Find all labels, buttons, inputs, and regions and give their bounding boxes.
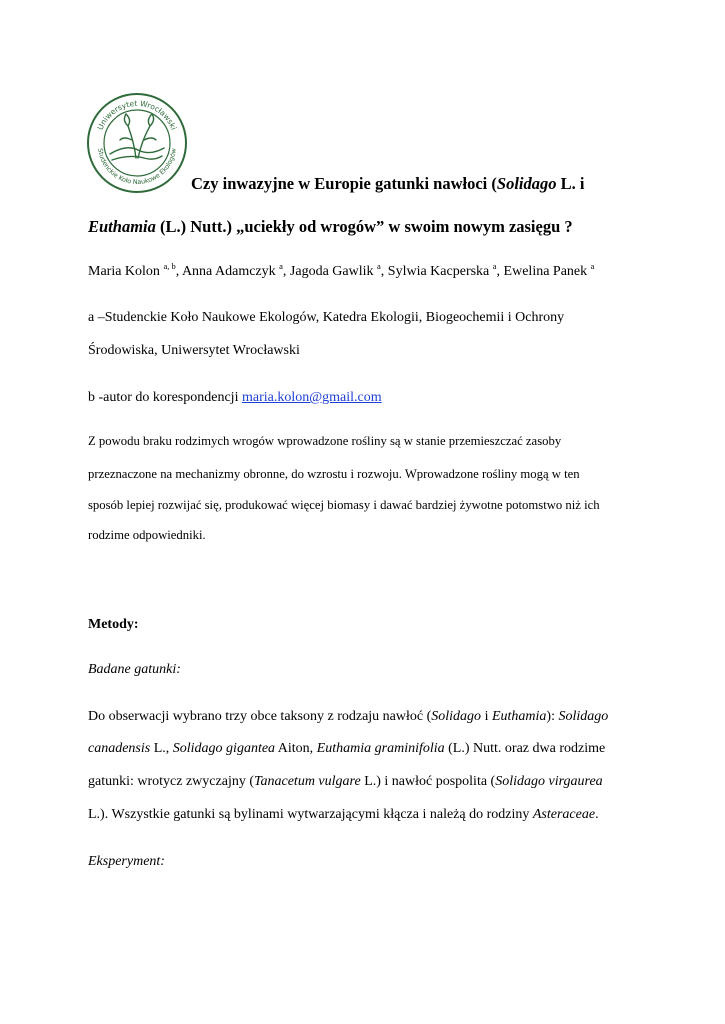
author-list: Maria Kolon $^{a, b}$, Anna Adamczyk $^a$, Jagoda Gawlik $^a$, Sylwia Kacperska $^a$, Ewelina Panek $^a$	[88, 261, 595, 279]
seal-bottom-text: Studenckie Koło Naukowe Ekologów	[96, 147, 178, 187]
abstract-line-4: rodzime odpowiedniki.	[88, 528, 206, 542]
methods-paragraph-line-3: gatunki: wrotycz zwyczajny (Tanacetum vulgare L.) i nawłoć pospolita (Solidago virgaurea	[88, 774, 603, 789]
subsection-studied-species: Badane gatunki:	[88, 662, 181, 677]
svg-text:Studenckie Koło Naukowe Ekolog	[96, 148, 178, 186]
paper-title-line-1: Czy inwazyjne w Europie gatunki nawłoci (Solidago L. i	[191, 174, 585, 193]
abstract-line-3: sposób lepiej rozwijać się, produkować więcej biomasy i dawać bardziej żywotne potomstwo niż ich	[88, 498, 600, 512]
correspondence-line: b -autor do korespondencji maria.kolon@gmail.com	[88, 390, 382, 405]
plant-emblem-icon	[110, 114, 164, 160]
methods-paragraph-line-4: L.). Wszystkie gatunki są bylinami wytwarzającymi kłącza i należą do rodziny Asteraceae.	[88, 807, 599, 822]
methods-paragraph-line-2: canadensis L., Solidago gigantea Aiton, Euthamia graminifolia (L.) Nutt. oraz dwa rodzime	[88, 741, 606, 756]
seal-top-text: Uniwersytet Wrocławski	[95, 98, 179, 132]
affiliation-line-1: a –Studenckie Koło Naukowe Ekologów, Katedra Ekologii, Biogeochemii i Ochrony	[88, 310, 565, 325]
section-heading-methods: Metody:	[88, 617, 139, 632]
paper-title-line-2: Euthamia (L.) Nutt.) „uciekły od wrogów” w swoim nowym zasięgu ?	[88, 217, 573, 236]
university-seal-logo	[86, 92, 188, 194]
affiliation-line-2: Środowiska, Uniwersytet Wrocławski	[88, 343, 300, 358]
abstract-line-2: przeznaczone na mechanizmy obronne, do wzrostu i rozwoju. Wprowadzone rośliny mogą w ten	[88, 467, 580, 481]
abstract-line-1: Z powodu braku rodzimych wrogów wprowadzone rośliny są w stanie przemieszczać zasoby	[88, 434, 562, 448]
methods-paragraph-line-1: Do obserwacji wybrano trzy obce taksony z rodzaju nawłoć (Solidago i Euthamia): Solidago	[88, 709, 609, 724]
subsection-experiment: Eksperyment:	[88, 854, 165, 869]
email-link[interactable]: maria.kolon@gmail.com	[241, 390, 382, 405]
